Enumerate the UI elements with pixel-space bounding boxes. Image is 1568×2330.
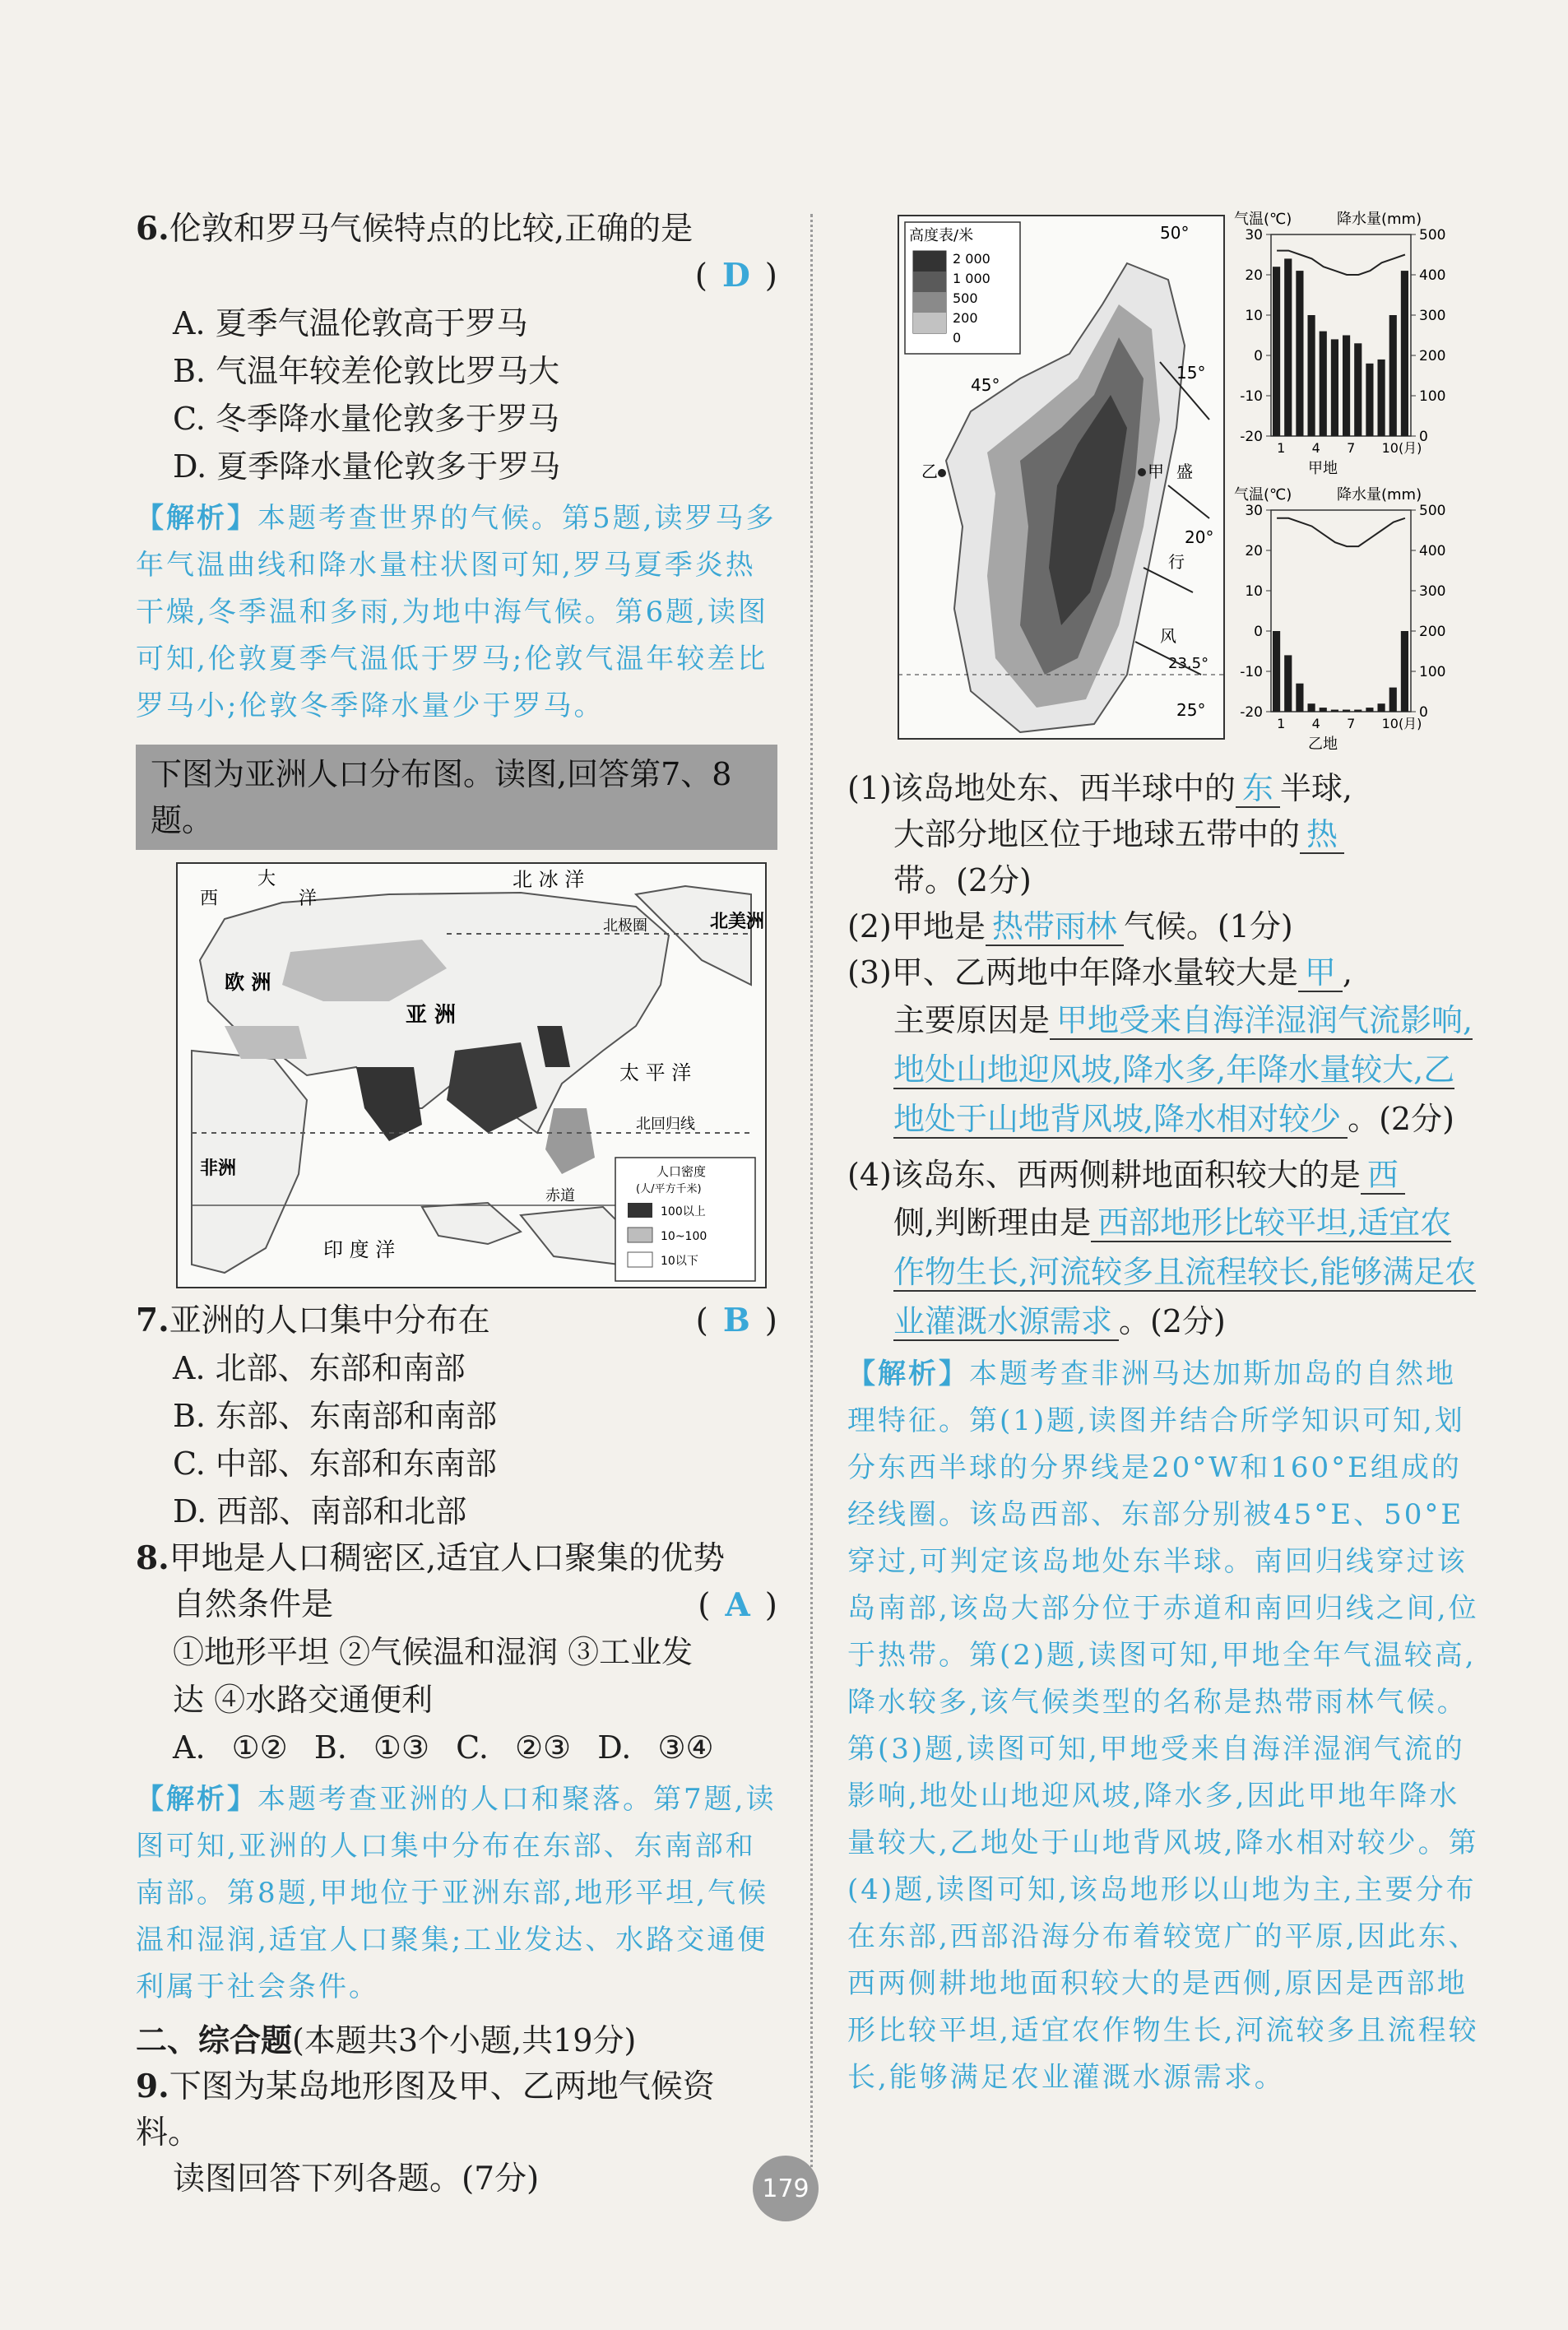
option-c: C. 冬季降水量伦敦多于罗马 [173,401,559,437]
legend-item-high: 100以上 [661,1205,706,1218]
yi-precip-tick: 400 [1419,543,1446,559]
yi-temp-tick: 0 [1254,624,1263,640]
label-europe: 欧 洲 [225,971,271,994]
jia-precip-tick: 0 [1419,429,1428,445]
question-8-stem-2: 自然条件是 ( A ) [173,1586,777,1624]
yi-month-tick: 7 [1347,716,1356,731]
jia-precip-tick: 100 [1419,388,1446,405]
height-1000: 1 000 [953,271,990,286]
jia-precip-bar [1378,360,1385,436]
yi-precip-tick: 0 [1419,704,1428,721]
label-tropic-of-cancer: 北回归线 [636,1116,695,1133]
height-500: 500 [953,290,978,306]
option-a: A. 夏季气温伦敦高于罗马 [173,305,528,341]
label-indian-ocean: 印 度 洋 [323,1238,396,1261]
yi-precip-bar [1284,655,1292,712]
column-divider [810,214,813,2188]
question-6-stem: 6.伦敦和罗马气候特点的比较,正确的是 [136,210,694,248]
label-45e: 45° [971,375,1000,395]
label-pacific: 太 平 洋 [619,1061,692,1084]
label-jia: 甲 [1148,462,1164,481]
analysis-q5-6: 【解析】本题考查世界的气候。第5题,读罗马多年气温曲线和降水量柱状图可知,罗马夏季炎热干燥,冬季温和多雨,为地中海气候。第6题,读图可知,伦敦夏季气温低于罗马;伦敦气温年较差比罗马小;伦敦冬季降水量少于罗马。 [136,502,777,722]
yi-precip-axis-title: 降水量(mm) [1337,486,1422,504]
jia-precip-bar [1343,336,1350,437]
reading-banner: 下图为亚洲人口分布图。读图,回答第7、8题。 [136,745,777,850]
jia-temp-tick: 0 [1254,348,1263,364]
q9-sub-2: (2)甲地是 热带雨林 气候。(1分) [847,908,1293,945]
label-xi: 西 [200,889,219,909]
height-2000: 2 000 [953,251,990,267]
page-number: 179 [753,2156,819,2221]
legend-item-low: 10以下 [661,1255,698,1268]
jia-precip-bar [1273,267,1280,436]
yi-month-tick: 1 [1277,716,1286,731]
jia-precip-bar [1308,315,1315,436]
q9-sub-3: (3)甲、乙两地中年降水量较大是 甲 , 主要原因是 甲地受来自海洋湿润气流影响,地处山地迎风坡,降水多,年降水量较大,乙地处于山地背风坡,降水相对较少 。(2分) [847,954,1473,1137]
climate-chart-yi [1230,481,1485,753]
label-20s: 20° [1185,527,1214,547]
label-feng: 风 [1160,626,1176,646]
jia-precip-bar [1389,315,1397,436]
yi-precip-bar [1308,703,1315,712]
legend-unit: (人/平方千米) [636,1183,702,1195]
label-sheng: 盛 [1176,462,1193,481]
q7-option-c: C. 中部、东部和东南部 [173,1446,497,1482]
question-6-answer: ( D ) [694,257,777,295]
analysis-q9: 【解析】本题考查非洲马达加斯加岛的自然地理特征。第(1)题,读图并结合所学知识可知,划分东西半球的分界线是20°W和160°E组成的经线圈。该岛西部、东部分别被45°E、50°E穿过,可判定该岛地处东半球。南回归线穿过该岛南部,该岛大部分位于赤道和南回归线之间,位于热带。第(2)题,读图可知,甲地全年气温较高,降水较多,该气候类型的名称是热带雨林气候。第(3)题,读图可知,甲地受来自海洋湿润气流的影响,地处山地迎风坡,降水多,因此甲地年降水量较大,乙地处于山地背风坡,降水相对较少。第(4)题,读图可知,该岛地形以山地为主,主要分布在东部,西部沿海分布着较宽广的平原,因此东、西两侧耕地地面积较大的是西侧,原因是西部地形比较平坦,适宜农作物生长,河流较多且流程较长,能够满足农业灌溉水源需求。 [847,1358,1479,2094]
jia-caption: 甲地 [1308,460,1338,477]
yi-caption: 乙地 [1308,736,1338,753]
q8-items-2: 达 ④水路交通便利 [173,1682,434,1718]
q8-choices: A. ①② B. ①③ C. ②③ D. ③④ [173,1729,714,1766]
legend-item-mid: 10~100 [661,1230,707,1243]
yi-temp-axis-title: 气温(℃) [1234,486,1292,504]
q7-option-b: B. 东部、东南部和南部 [173,1398,498,1434]
question-7-stem: 7.亚洲的人口集中分布在 ( B ) [136,1302,777,1339]
yi-precip-bar [1366,708,1373,712]
label-xing: 行 [1168,552,1185,572]
yi-precip-bar [1389,688,1397,712]
jia-precip-tick: 200 [1419,348,1446,364]
label-23-5s: 23.5° [1168,655,1209,672]
jia-month-tick: 4 [1311,440,1320,456]
legend-title: 人口密度 [656,1164,707,1179]
yi-precip-bar [1378,703,1385,712]
question-9-stem-2: 读图回答下列各题。(7分) [173,2161,540,2198]
label-asia: 亚 洲 [406,1003,457,1028]
question-9-figures [847,206,1481,765]
yi-precip-tick: 500 [1419,503,1446,519]
label-arctic-ocean: 北 冰 洋 [513,868,585,891]
yi-month-tick: 10(月) [1381,716,1422,731]
question-8-stem: 8.甲地是人口稠密区,适宜人口聚集的优势 [136,1539,726,1577]
yi-temp-tick: 20 [1245,543,1263,559]
q7-option-a: A. 北部、东部和南部 [173,1350,466,1386]
left-column [136,206,777,2202]
q7-option-d: D. 西部、南部和北部 [173,1493,467,1529]
right-column [847,206,1481,2101]
jia-precip-tick: 500 [1419,227,1446,244]
jia-temp-tick: -10 [1240,388,1263,405]
yi-precip-bar [1331,710,1338,712]
jia-temp-tick: 10 [1245,308,1263,324]
height-legend-title: 高度表/米 [909,227,974,244]
jia-precip-bar [1320,332,1327,436]
q8-items-1: ①地形平坦 ②气候温和湿润 ③工业发 [173,1634,694,1670]
jia-precip-bar [1366,364,1373,436]
option-b: B. 气温年较差伦敦比罗马大 [173,353,560,389]
jia-precip-bar [1331,339,1338,436]
yi-temp-tick: -10 [1240,664,1263,680]
label-15s: 15° [1176,363,1206,383]
yi-precip-bar [1354,710,1362,712]
jia-precip-tick: 400 [1419,267,1446,284]
label-equator: 赤道 [545,1187,575,1204]
label-north-america: 北美洲 [710,912,765,932]
jia-temp-tick: 20 [1245,267,1263,284]
yi-precip-bar [1343,710,1350,712]
height-0: 0 [953,330,962,346]
yi-precip-bar [1296,684,1303,712]
yi-precip-tick: 300 [1419,583,1446,600]
label-africa: 非洲 [200,1158,237,1179]
label-50e: 50° [1160,223,1190,243]
yi-precip-bar [1401,631,1408,712]
climate-chart-jia [1230,206,1485,477]
yi-precip-bar [1273,631,1280,712]
yi-temp-tick: 30 [1245,503,1263,519]
q9-sub-4: (4)该岛东、西两侧耕地面积较大的是 西 侧,判断理由是 西部地形比较平坦,适宜农作物生长,河流较多且流程较长,能够满足农业灌溉水源需求 。(2分) [847,1157,1477,1339]
label-25s: 25° [1176,700,1206,720]
jia-precip-tick: 300 [1419,308,1446,324]
label-arctic-circle: 北极圈 [603,917,647,935]
section-2-heading: 二、综合题(本题共3个小题,共19分) [136,2021,637,2058]
yi-month-tick: 4 [1311,716,1320,731]
asia-population-map [175,861,768,1289]
jia-precip-bar [1401,271,1408,436]
height-200: 200 [953,310,978,326]
option-d: D. 夏季降水量伦敦多于罗马 [173,448,561,485]
analysis-q7-8: 【解析】本题考查亚洲的人口和聚落。第7题,读图可知,亚洲的人口集中分布在东部、东南部和南部。第8题,甲地位于亚洲东部,地形平坦,气候温和湿润,适宜人口聚集;工业发达、水路交通便利属于社会条件。 [136,1783,777,2003]
label-da: 大 [257,869,276,889]
yi-precip-tick: 100 [1419,664,1446,680]
label-yi: 乙 [921,462,938,481]
question-9-stem: 9.下图为某岛地形图及甲、乙两地气候资料。 [136,2068,715,2151]
jia-month-tick: 1 [1277,440,1286,456]
jia-month-tick: 10(月) [1381,440,1422,456]
yi-temp-tick: 10 [1245,583,1263,600]
q9-sub-1: (1)该岛地处东、西半球中的 东 半球, 大部分地区位于地球五带中的 热 带。(2分) [847,770,1352,898]
jia-temp-tick: 30 [1245,227,1263,244]
jia-month-tick: 7 [1347,440,1356,456]
island-topographic-map [897,214,1226,740]
yi-temp-tick: -20 [1240,704,1263,721]
yi-precip-tick: 200 [1419,624,1446,640]
jia-precip-bar [1284,258,1292,436]
jia-precip-bar [1354,343,1362,436]
jia-temp-tick: -20 [1240,429,1263,445]
jia-temp-axis-title: 气温(℃) [1234,211,1292,228]
jia-precip-axis-title: 降水量(mm) [1337,211,1422,228]
jia-precip-bar [1296,271,1303,436]
yi-temperature-line [1277,518,1405,546]
yi-precip-bar [1320,708,1327,712]
label-yang: 洋 [299,889,318,909]
